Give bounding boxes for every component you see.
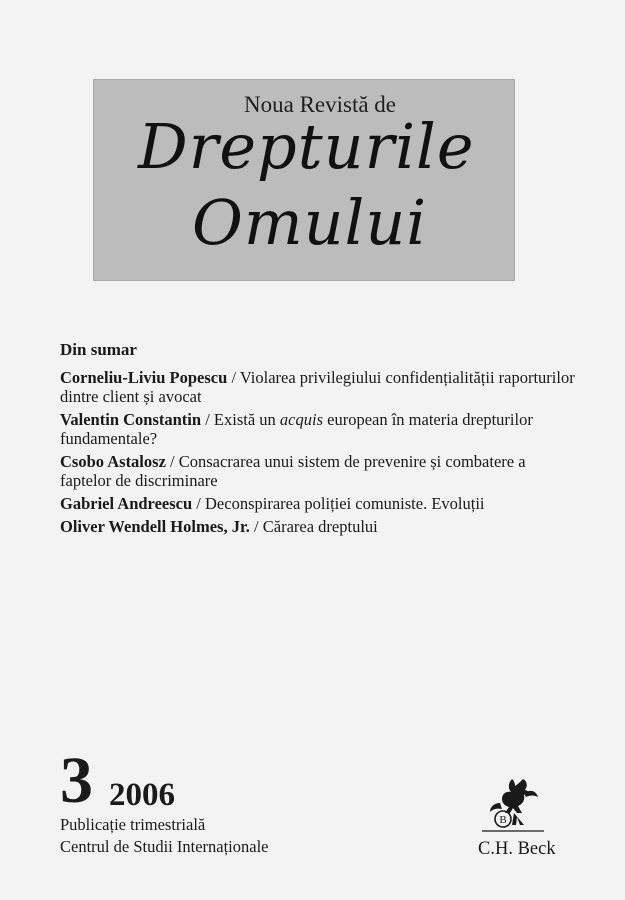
entry-separator: / xyxy=(249,517,263,536)
entry-title-part: european în materia drepturilor fundamentale? xyxy=(60,410,533,448)
issue-year: 2006 xyxy=(109,777,175,813)
griffin-logo-icon xyxy=(478,773,548,835)
issue-number: 3 xyxy=(60,744,93,817)
logo-letter: B xyxy=(499,814,507,826)
entry-title-part: Există un xyxy=(213,410,280,429)
entry-author: Corneliu-Liviu Popescu xyxy=(60,368,228,387)
entry-separator: / xyxy=(165,452,179,471)
entry-separator: / xyxy=(201,410,214,429)
entry-author: Csobo Astalosz xyxy=(60,452,166,471)
entry-title: Violarea privilegiului confidențialității raporturilor dintre client și avocat xyxy=(60,368,575,406)
entry-separator: / xyxy=(192,494,205,513)
entry-author: Valentin Constantin xyxy=(60,410,202,429)
entry-author: Oliver Wendell Holmes, Jr. xyxy=(60,517,250,536)
entry-separator: / xyxy=(227,368,240,387)
entry-title: Consacrarea unui sistem de prevenire și combatere a faptelor de discriminare xyxy=(60,452,526,490)
journal-pretitle: Noua Revistă de xyxy=(244,92,397,117)
table-of-contents xyxy=(60,340,580,540)
journal-title-line1: Drepturile xyxy=(138,110,475,183)
toc-entry xyxy=(60,368,580,406)
summary-heading: Din sumar xyxy=(60,340,137,359)
entry-title: Deconspirarea poliției comuniste. Evoluții xyxy=(205,494,485,513)
publisher-name: C.H. Beck xyxy=(478,839,556,859)
journal-title-line2: Omului xyxy=(192,186,428,259)
toc-entry xyxy=(60,494,580,513)
journal-title-box xyxy=(93,79,515,281)
toc-entry xyxy=(60,517,580,536)
toc-entry xyxy=(60,452,580,490)
entry-title: Cărarea dreptului xyxy=(262,517,378,536)
entry-author: Gabriel Andreescu xyxy=(60,494,193,513)
entry-title-italic: acquis xyxy=(279,410,323,429)
toc-entry xyxy=(60,410,580,448)
issue-periodicity: Publicație trimestrială xyxy=(60,815,206,834)
issue-institution: Centrul de Studii Internaționale xyxy=(60,837,269,856)
